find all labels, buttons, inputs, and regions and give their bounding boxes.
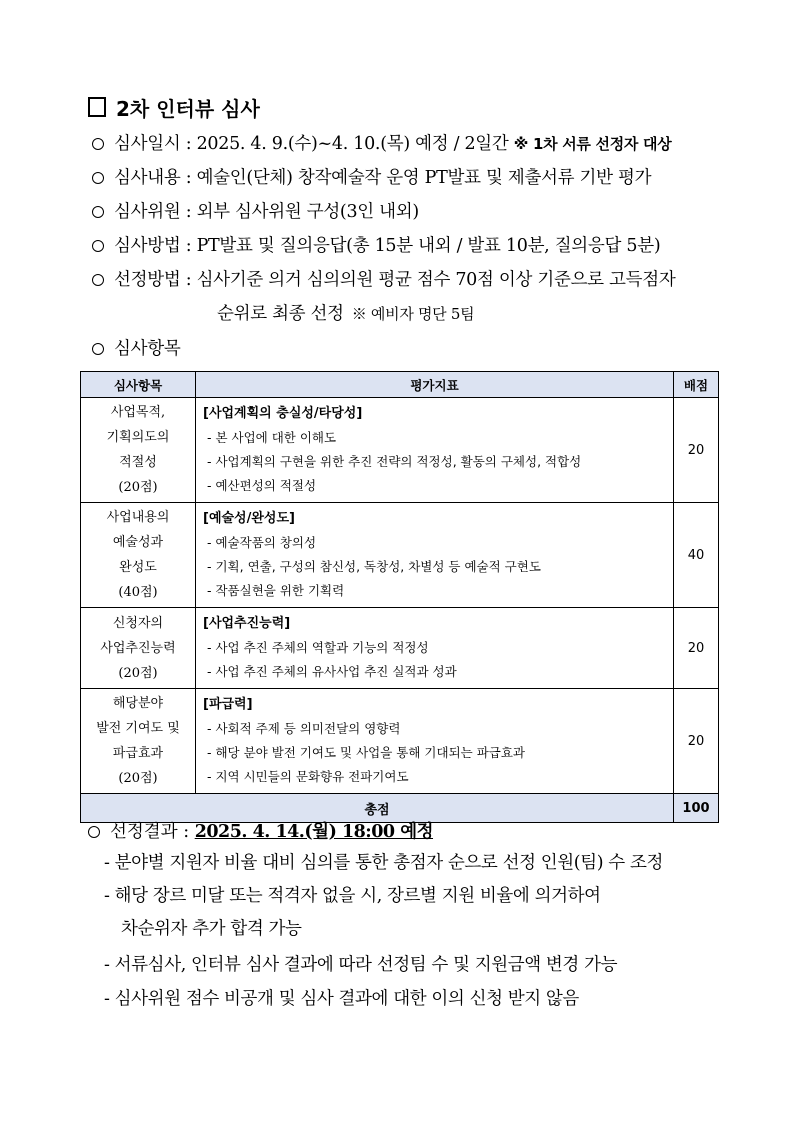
separator: : bbox=[185, 270, 192, 290]
indicator-line: - 예산편성의 적절성 bbox=[207, 478, 317, 493]
table-header-row bbox=[81, 372, 719, 398]
table-row bbox=[81, 398, 719, 503]
item-line: 해당분야 bbox=[112, 696, 164, 711]
indicator-title: [파급력] bbox=[203, 697, 253, 712]
item-line: 사업내용의 bbox=[106, 510, 170, 525]
item-line: (20점) bbox=[118, 480, 158, 495]
indicator-line: - 사업 추진 주체의 역할과 기능의 적정성 bbox=[207, 640, 429, 655]
item-cell bbox=[81, 689, 196, 794]
indicator-line: - 사업 추진 주체의 유사사업 추진 실적과 성과 bbox=[207, 664, 457, 679]
detail-value: 외부 심사위원 구성(3인 내외) bbox=[196, 202, 419, 222]
item-line: 사업목적, bbox=[110, 405, 166, 420]
indicator-line: - 예술작품의 창의성 bbox=[207, 535, 317, 550]
detail-selection bbox=[92, 268, 675, 292]
separator: : bbox=[185, 236, 192, 256]
item-line: (20점) bbox=[118, 771, 158, 786]
indicator-cell bbox=[196, 503, 674, 608]
indicator-line: - 사업계획의 구현을 위한 추진 전략의 적정성, 활동의 구체성, 적합성 bbox=[207, 454, 582, 469]
total-score: 100 bbox=[674, 794, 719, 823]
header-item: 심사항목 bbox=[81, 372, 196, 398]
indicator-cell bbox=[196, 689, 674, 794]
header-score: 배점 bbox=[674, 372, 719, 398]
item-cell bbox=[81, 398, 196, 503]
item-line: 사업추진능력 bbox=[100, 640, 176, 656]
result-label: 선정결과 bbox=[110, 822, 178, 842]
item-line: 신청자의 bbox=[112, 615, 164, 631]
result-note: - 해당 장르 미달 또는 적격자 없을 시, 장르별 지원 비율에 의거하여 bbox=[104, 886, 601, 906]
indicator-line: - 해당 분야 발전 기여도 및 사업을 통해 기대되는 파급효과 bbox=[207, 745, 525, 760]
total-row bbox=[81, 794, 719, 823]
circle-bullet-icon bbox=[92, 206, 104, 218]
item-cell bbox=[81, 503, 196, 608]
separator: : bbox=[183, 822, 190, 842]
evaluation-table bbox=[80, 371, 719, 823]
score-cell: 20 bbox=[674, 689, 719, 794]
table-row bbox=[81, 503, 719, 608]
item-cell bbox=[81, 608, 196, 689]
result-date: 2025. 4. 14.(월) 18:00 예정 bbox=[194, 822, 434, 842]
indicator-cell bbox=[196, 398, 674, 503]
indicator-cell bbox=[196, 608, 674, 689]
detail-method bbox=[92, 234, 660, 258]
result-note: - 심사위원 점수 비공개 및 심사 결과에 대한 이의 신청 받지 않음 bbox=[104, 989, 579, 1009]
result-note: - 서류심사, 인터뷰 심사 결과에 따라 선정팀 수 및 지원금액 변경 가능 bbox=[104, 955, 618, 975]
indicator-title: [사업계획의 충실성/타당성] bbox=[203, 406, 363, 421]
score-cell: 20 bbox=[674, 608, 719, 689]
circle-bullet-icon bbox=[92, 343, 104, 355]
detail-value: 예술인(단체) 창작예술작 운영 PT발표 및 제출서류 기반 평가 bbox=[196, 168, 652, 188]
indicator-line: - 지역 시민들의 문화향유 전파기여도 bbox=[207, 769, 409, 784]
item-line: 발전 기여도 및 bbox=[96, 721, 180, 736]
circle-bullet-icon bbox=[92, 172, 104, 184]
circle-bullet-icon bbox=[88, 826, 100, 838]
item-line: 기획의도의 bbox=[106, 430, 170, 445]
item-line: 완성도 bbox=[119, 560, 157, 575]
indicator-line: - 기획, 연출, 구성의 참신성, 독창성, 차별성 등 예술적 구현도 bbox=[207, 559, 541, 574]
detail-value: PT발표 및 질의응답(총 15분 내외 / 발표 10분, 질의응답 5분) bbox=[196, 236, 661, 256]
total-label: 총점 bbox=[81, 794, 674, 823]
circle-bullet-icon bbox=[92, 240, 104, 252]
separator: : bbox=[185, 168, 192, 188]
detail-selection-cont bbox=[217, 302, 474, 326]
indicator-line: - 작품실현을 위한 기획력 bbox=[207, 583, 345, 598]
section-heading-text: 2차 인터뷰 심사 bbox=[116, 96, 260, 121]
detail-label: 심사방법 bbox=[114, 236, 181, 256]
detail-value: 2025. 4. 9.(수)~4. 10.(목) 예정 / 2일간 bbox=[196, 134, 509, 154]
detail-label: 심사위원 bbox=[114, 202, 181, 222]
detail-value-cont: 순위로 최종 선정 bbox=[217, 304, 344, 324]
section-heading bbox=[88, 92, 260, 122]
detail-label: 심사내용 bbox=[114, 168, 181, 188]
item-line: 예술성과 bbox=[112, 535, 164, 550]
separator: : bbox=[185, 202, 192, 222]
indicator-title: [예술성/완성도] bbox=[203, 511, 295, 526]
checkbox-icon bbox=[88, 97, 106, 117]
indicator-title: [사업추진능력] bbox=[203, 616, 291, 631]
circle-bullet-icon bbox=[92, 274, 104, 286]
table-row bbox=[81, 608, 719, 689]
header-indicator: 평가지표 bbox=[196, 372, 674, 398]
detail-note: ※ 예비자 명단 5팀 bbox=[351, 305, 475, 323]
indicator-line: - 본 사업에 대한 이해도 bbox=[207, 430, 337, 445]
result-line bbox=[88, 820, 433, 844]
detail-content bbox=[92, 166, 651, 190]
circle-bullet-icon bbox=[92, 138, 104, 150]
item-line: (20점) bbox=[118, 665, 158, 681]
item-line: 적절성 bbox=[119, 455, 157, 470]
score-cell: 20 bbox=[674, 398, 719, 503]
table-row bbox=[81, 689, 719, 794]
score-cell: 40 bbox=[674, 503, 719, 608]
detail-judges bbox=[92, 200, 419, 224]
detail-schedule bbox=[92, 132, 671, 156]
result-note: - 분야별 지원자 비율 대비 심의를 통한 총점자 순으로 선정 인원(팀) 수 조정 bbox=[104, 853, 663, 873]
detail-label: 선정방법 bbox=[114, 270, 181, 290]
separator: : bbox=[185, 134, 192, 154]
item-line: (40점) bbox=[118, 585, 158, 600]
detail-note: ※ 1차 서류 선정자 대상 bbox=[513, 135, 672, 153]
result-note-cont: 차순위자 추가 합격 가능 bbox=[121, 919, 302, 939]
detail-value: 심사기준 의거 심의의원 평균 점수 70점 이상 기준으로 고득점자 bbox=[196, 270, 676, 290]
items-label: 심사항목 bbox=[114, 339, 181, 359]
detail-label: 심사일시 bbox=[114, 134, 181, 154]
indicator-line: - 사회적 주제 등 의미전달의 영향력 bbox=[207, 721, 401, 736]
items-label-line bbox=[92, 337, 180, 361]
item-line: 파급효과 bbox=[112, 746, 164, 761]
